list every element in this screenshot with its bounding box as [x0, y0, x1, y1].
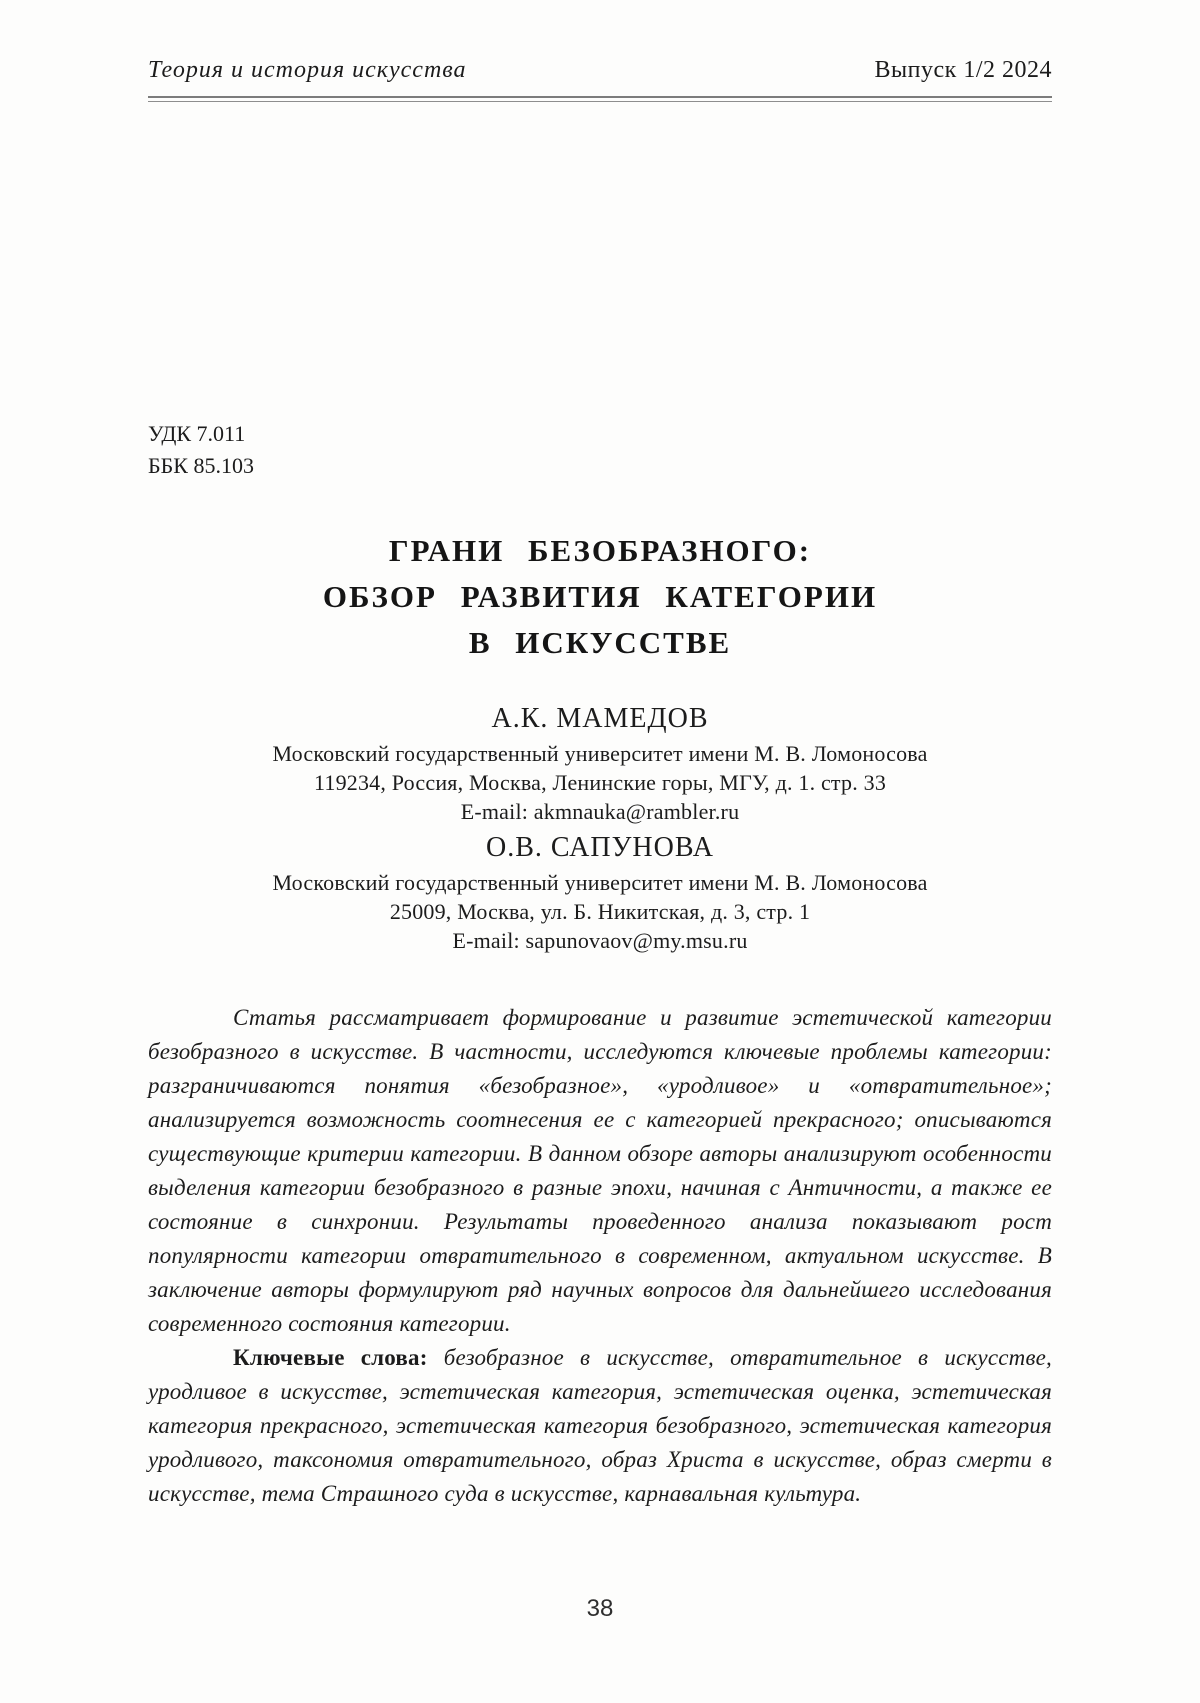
author-affiliation: Московский государственный университет имени М. В. Ломоносова — [272, 870, 928, 895]
title-line-1: ГРАНИ БЕЗОБРАЗНОГО: — [388, 533, 812, 568]
issue-label: Выпуск 1/2 2024 — [874, 57, 1052, 83]
article-title — [148, 528, 1052, 666]
author-address: 119234, Россия, Москва, Ленинские горы, МГУ, д. 1. стр. 33 — [313, 770, 887, 795]
title-line-2: ОБЗОР РАЗВИТИЯ КАТЕГОРИИ — [322, 579, 878, 614]
udk-code: УДК 7.011 — [148, 421, 246, 446]
author-email: E-mail: akmnauka@rambler.ru — [460, 799, 740, 824]
author-block-2 — [148, 829, 1052, 955]
author-affiliation: Московский государственный университет имени М. В. Ломоносова — [272, 741, 928, 766]
classification-codes — [148, 418, 1052, 482]
page-number: 38 — [586, 1595, 614, 1622]
title-line-3: В ИСКУССТВЕ — [468, 625, 732, 660]
keywords-label: Ключевые слова: — [233, 1345, 428, 1370]
keywords-text: безобразное в искусстве, отвратительное в искусстве, уродливое в искусстве, эстетическая категория, эстетическая оценка, эстетическая категория прекрасного, эстетическая категория безобразного, эстетическая категория уродливого, таксономия отвратительного, образ Христа в искусстве, образ смерти в искусстве, тема Страшного суда в искусстве, карнавальная культура. — [148, 1345, 1053, 1506]
header-rule — [148, 96, 1052, 102]
abstract-text: Статья рассматривает формирование и развитие эстетической категории безобразного в искусстве. В частности, исследуются ключевые проблемы категории: разграничиваются понятия «безобразное», «уродливое» и «отвратительное»; анализируется возможность соотнесения ее с категорией прекрасного; описываются существующие критерии категории. В данном обзоре авторы анализируют особенности выделения категории безобразного в разные эпохи, начиная с Античности, а также ее состояние в синхронии. Результаты проведенного анализа показывают рост популярности категории отвратительного в современном, актуальном искусстве. В заключение авторы формулируют ряд научных вопросов для дальнейшего исследования современного состояния категории. — [148, 1005, 1052, 1336]
author-name: А.К. МАМЕДОВ — [491, 703, 709, 734]
journal-section-title: Теория и история искусства — [148, 57, 467, 83]
bbk-code: ББК 85.103 — [148, 453, 254, 478]
author-name: О.В. САПУНОВА — [485, 832, 715, 863]
author-email: E-mail: sapunovaov@my.msu.ru — [452, 928, 748, 953]
authors-block — [148, 700, 1052, 955]
abstract-paragraph — [148, 1001, 1052, 1341]
author-address: 25009, Москва, ул. Б. Никитская, д. 3, стр. 1 — [389, 899, 811, 924]
running-head — [148, 0, 1052, 85]
keywords-paragraph — [148, 1341, 1052, 1511]
author-block-1 — [148, 700, 1052, 826]
